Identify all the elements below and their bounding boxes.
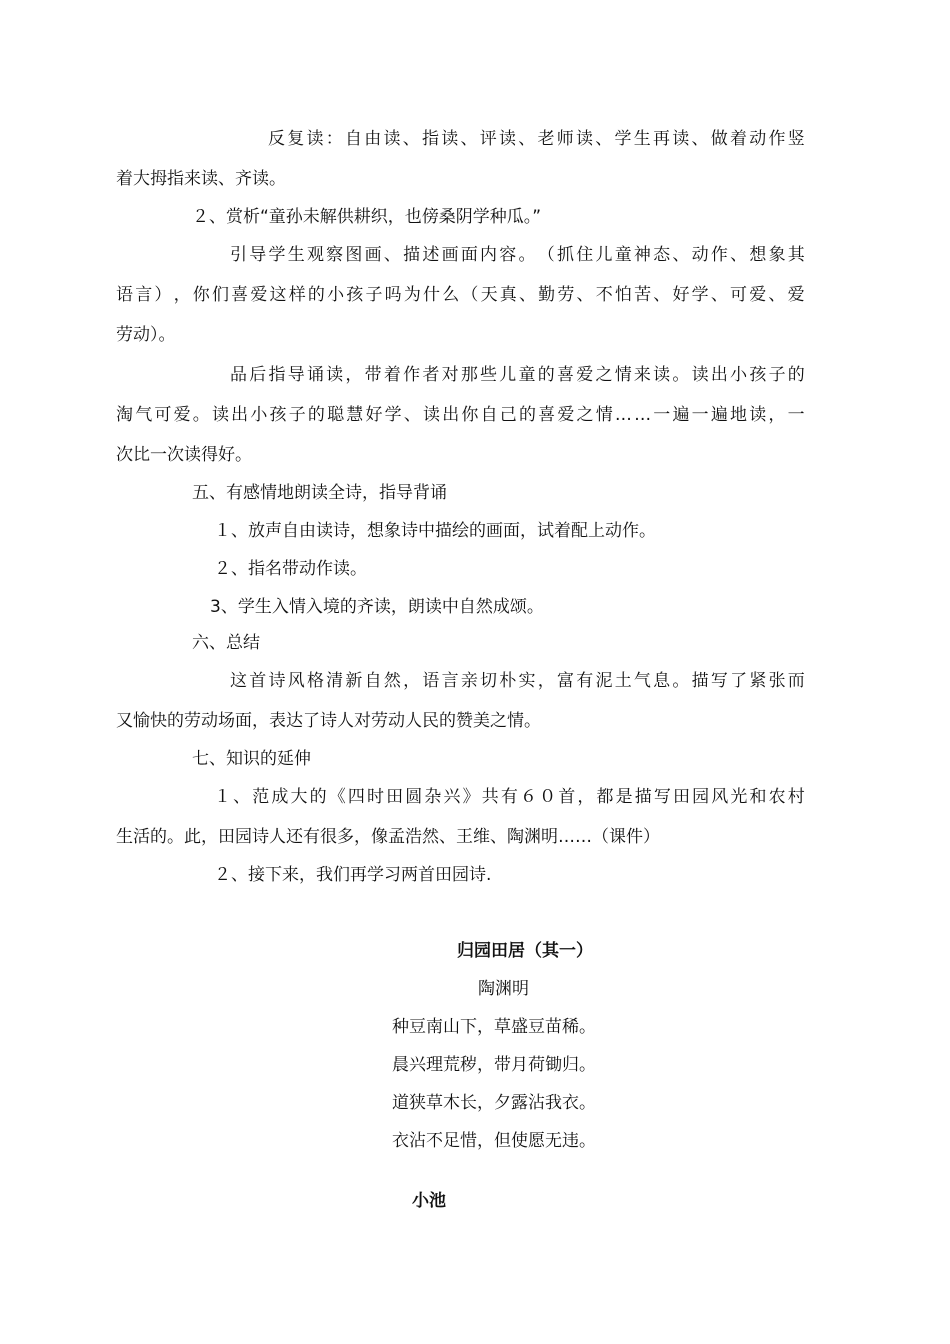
list-item: ２、接下来，我们再学习两首田园诗. [214,865,492,885]
text-char: 观 [306,245,324,265]
text-char: 、 [710,285,728,305]
poem-title: 归园田居（其一） [457,941,593,961]
paragraph-line [116,670,805,692]
text-char: 你 [461,405,479,425]
text-char: 风 [287,671,305,691]
text-char: 孩 [346,285,364,305]
text-char: 小 [730,365,748,385]
text-char: 大 [290,787,308,807]
text-char: 童 [614,245,632,265]
paragraph-line: 次比一次读得好。 [116,445,252,465]
text-char: ６ [520,787,537,807]
text-char: 爱 [787,285,805,305]
text-char: 好 [365,405,383,425]
text-char: 。 [672,671,690,691]
text-char: 、 [518,285,536,305]
text-char: 子 [288,405,306,425]
text-char: 喜 [538,405,556,425]
text-char: 、 [595,129,613,149]
text-char: 之 [595,365,613,385]
text-char: 读 [211,405,229,425]
text-char: 吗 [384,285,402,305]
text-char: 后 [249,365,267,385]
text-char: 时 [367,787,384,807]
text-char: 勤 [538,285,556,305]
paragraph-line: 又愉快的劳动场面，表达了诗人对劳动人民的赞美之情。 [116,711,541,731]
text-char: 童 [518,365,536,385]
text-char: 的 [787,365,805,385]
text-char: 田 [386,787,404,807]
text-char: 读 [749,405,767,425]
text-char: 言 [441,671,459,691]
text-char: 气 [633,671,651,691]
text-char: 品 [230,365,247,385]
text-char: ， [768,405,786,425]
text-char: 然 [383,671,401,691]
poem-title: 小池 [412,1191,446,1211]
text-char: 读 [672,129,690,149]
text-char: （ [537,245,555,265]
text-char: 圆 [405,787,423,807]
text-char: 农 [768,787,786,807]
text-char: 劳 [557,285,575,305]
text-char: 诵 [306,365,324,385]
text-char: 而 [787,671,805,691]
text-char: 切 [480,671,498,691]
text-char: 自 [480,405,498,425]
text-char: 子 [768,365,786,385]
list-item [116,786,805,808]
text-char: 孩 [749,365,767,385]
text-char: 读 [423,405,440,425]
text-char: 一 [653,405,671,425]
text-char: 自 [364,671,382,691]
text-char: 爱 [557,405,575,425]
text-char: 象 [768,245,786,265]
text-char: 有 [500,787,518,807]
text-char: 指 [422,129,439,149]
text-char: 孩 [269,405,287,425]
text-char: … [634,405,652,425]
text-char: 。 [192,405,210,425]
text-char: 淘 [116,405,133,425]
text-char: 、 [672,245,690,265]
text-char: 子 [365,285,383,305]
text-char: 生 [633,129,651,149]
text-char: ） [154,285,172,305]
text-char: 爱 [173,405,191,425]
text-char: 者 [422,365,440,385]
text-char: 园 [692,787,710,807]
text-char: 《 [328,787,346,807]
text-char: 引 [230,245,247,265]
text-char: 共 [481,787,499,807]
text-char: 土 [614,671,632,691]
text-char: 新 [345,671,363,691]
text-char: ： [325,129,343,149]
text-char: 。 [672,365,690,385]
text-char: 出 [710,365,728,385]
text-char: ， [173,285,191,305]
text-char: 村 [787,787,805,807]
text-char: 、 [691,129,709,149]
text-char: 自 [345,129,362,149]
text-char: 情 [614,365,632,385]
text-char: ０ [539,787,557,807]
text-char: 、 [653,285,671,305]
text-char: 的 [309,787,327,807]
poem-verse: 晨兴理荒秽，带月荷锄归。 [392,1055,596,1075]
text-char: 朴 [499,671,517,691]
text-char: 反 [268,129,285,149]
text-char: 描 [634,787,652,807]
text-char: 竖 [787,129,805,149]
text-char: 、 [233,787,251,807]
text-char: 你 [192,285,210,305]
text-char: 、 [518,129,536,149]
text-char: 的 [518,405,536,425]
text-char: 导 [249,245,267,265]
text-char: 神 [633,245,651,265]
text-char: 读 [383,129,401,149]
paragraph-line [116,284,805,306]
text-char: 喜 [231,285,249,305]
text-char: 、 [768,285,786,305]
text-char: 真 [499,285,517,305]
paragraph-line [116,244,805,266]
text-char: 爱 [576,365,594,385]
text-char: 风 [711,787,729,807]
text-char: 和 [749,787,767,807]
text-char: 己 [499,405,517,425]
text-char: 着 [730,129,747,149]
text-char: 不 [595,285,613,305]
text-char: 生 [287,245,305,265]
text-char: 光 [730,787,748,807]
text-char: 实 [518,671,536,691]
text-char: 读 [653,365,671,385]
text-char: 小 [250,405,268,425]
poem-verse: 种豆南山下，草盛豆苗稀。 [392,1017,596,1037]
text-char: ， [403,671,421,691]
text-char: 面 [460,245,478,265]
text-char: 导 [287,365,305,385]
text-char: 了 [730,671,748,691]
text-char: 学 [614,129,632,149]
text-char: 慧 [346,405,364,425]
text-char: 语 [116,285,133,305]
text-char: 描 [691,671,709,691]
text-char: 喜 [556,365,574,385]
text-char: 读 [326,365,344,385]
text-char: 一 [691,405,709,425]
section-heading: 五、有感情地朗读全诗，指导背诵 [192,483,447,503]
text-char: 抓 [556,245,574,265]
text-char: 聪 [327,405,345,425]
text-char: 这 [269,285,287,305]
text-char: 们 [211,285,229,305]
text-char: 察 [326,245,344,265]
text-char: 之 [576,405,594,425]
text-char: 学 [268,245,286,265]
text-char: 写 [653,787,671,807]
text-char: 老 [537,129,555,149]
text-char: 由 [364,129,382,149]
text-char: 带 [364,365,382,385]
text-char: 样 [288,285,306,305]
paragraph-line [116,364,805,386]
list-item: １、放声自由读诗，想象诗中描绘的画面，试着配上动作。 [214,521,656,541]
text-char: 、 [460,129,478,149]
text-char: 这 [230,671,247,691]
text-char: 首 [249,671,267,691]
text-char: 言 [135,285,153,305]
paragraph-line [116,128,805,150]
text-char: ， [345,365,363,385]
text-char: 诗 [268,671,286,691]
text-char: 爱 [749,285,767,305]
text-char: 住 [576,245,594,265]
text-char: 小 [327,285,345,305]
text-char: 读 [441,129,459,149]
text-char: 动 [691,245,709,265]
text-char: 对 [441,365,459,385]
text-char: 什 [423,285,440,305]
text-char: 可 [154,405,172,425]
text-char: 成 [271,787,289,807]
text-char: 爱 [250,285,268,305]
text-char: 出 [231,405,249,425]
text-char: 读 [499,129,516,149]
text-char: 地 [730,405,747,425]
text-char: 作 [768,129,786,149]
text-char: 容 [499,245,517,265]
text-char: 好 [672,285,690,305]
poem-verse: 道狭草木长，夕露沾我衣。 [392,1093,596,1113]
text-char: 、 [402,129,420,149]
text-char: 、 [383,245,401,265]
text-char: 么 [442,285,460,305]
text-char: 怕 [614,285,632,305]
poem-verse: 衣沾不足惜，但使愿无违。 [392,1131,596,1151]
text-char: 遍 [672,405,690,425]
text-char: 来 [633,365,651,385]
text-char: 一 [787,405,805,425]
text-char: 格 [306,671,324,691]
text-char: 儿 [595,245,613,265]
text-char: 想 [749,245,767,265]
text-char: 那 [460,365,478,385]
text-char: 述 [422,245,440,265]
text-char: 有 [576,671,594,691]
section-item: ２、赏析“童孙未解供耕织，也傍桑阴学种瓜。” [192,207,542,227]
text-char: 指 [268,365,286,385]
text-char: 可 [730,285,747,305]
text-char: 儿 [499,365,517,385]
text-char: ， [577,787,595,807]
text-char: 》 [462,787,480,807]
text-char: 其 [787,245,805,265]
text-char: 兴 [443,787,461,807]
text-char: 富 [556,671,574,691]
text-char: 紧 [749,671,767,691]
text-char: 遍 [710,405,728,425]
text-char: 息 [653,671,671,691]
poem-author: 陶渊明 [478,979,529,999]
text-char: 再 [653,129,670,149]
text-char: 作 [403,365,421,385]
list-item: 3、学生入情入境的齐读，朗读中自然成颂。 [210,597,544,617]
text-char: 都 [596,787,614,807]
text-char: 师 [556,129,574,149]
paragraph-line: 劳动）。 [116,325,176,345]
text-char: 画 [364,245,382,265]
text-char: 的 [537,365,555,385]
paragraph-line [116,404,805,426]
section-heading: 六、总结 [192,633,260,653]
section-heading: 七、知识的延伸 [192,749,311,769]
text-char: 亲 [460,671,478,691]
text-char: 画 [441,245,459,265]
text-char: 天 [480,285,498,305]
text-char: 动 [749,129,767,149]
text-char: 杂 [424,787,442,807]
text-char: 的 [307,405,325,425]
paragraph-line: 着大拇指来读、齐读。 [116,169,286,189]
text-char: 语 [422,671,440,691]
text-char: 写 [710,671,728,691]
text-char: 做 [710,129,728,149]
text-char: 出 [442,405,460,425]
text-char: 苦 [634,285,652,305]
text-char: 内 [480,245,498,265]
text-char: 首 [558,787,576,807]
text-char: （ [461,285,479,305]
paragraph-line: 生活的。此，田园诗人还有很多，像孟浩然、王维、陶渊明……（课件） [116,827,660,847]
text-char: １ [214,787,231,807]
text-char: 态 [653,245,671,265]
text-char: 作 [710,245,728,265]
text-char: 张 [768,671,786,691]
text-char: 气 [135,405,153,425]
text-char: … [614,405,632,425]
text-char: 评 [479,129,497,149]
list-item: ２、指名带动作读。 [214,559,367,579]
text-char: 泥 [595,671,613,691]
text-char: 为 [403,285,421,305]
text-char: 四 [347,787,365,807]
text-char: 学 [691,285,709,305]
text-char: 田 [673,787,690,807]
text-char: 读 [576,129,593,149]
text-char: 是 [615,787,633,807]
text-char: 清 [326,671,344,691]
text-char: 的 [307,285,325,305]
text-char: 范 [252,787,270,807]
text-char: 情 [595,405,613,425]
text-char: 、 [576,285,594,305]
text-char: 。 [518,245,536,265]
text-char: 图 [345,245,363,265]
text-char: ， [537,671,555,691]
text-char: 读 [691,365,709,385]
text-char: 着 [383,365,401,385]
text-char: 读 [306,129,324,149]
text-char: 描 [403,245,421,265]
text-char: 学 [384,405,402,425]
text-char: 些 [480,365,498,385]
text-char: 复 [287,129,305,149]
text-char: 、 [730,245,748,265]
text-char: 、 [403,405,421,425]
